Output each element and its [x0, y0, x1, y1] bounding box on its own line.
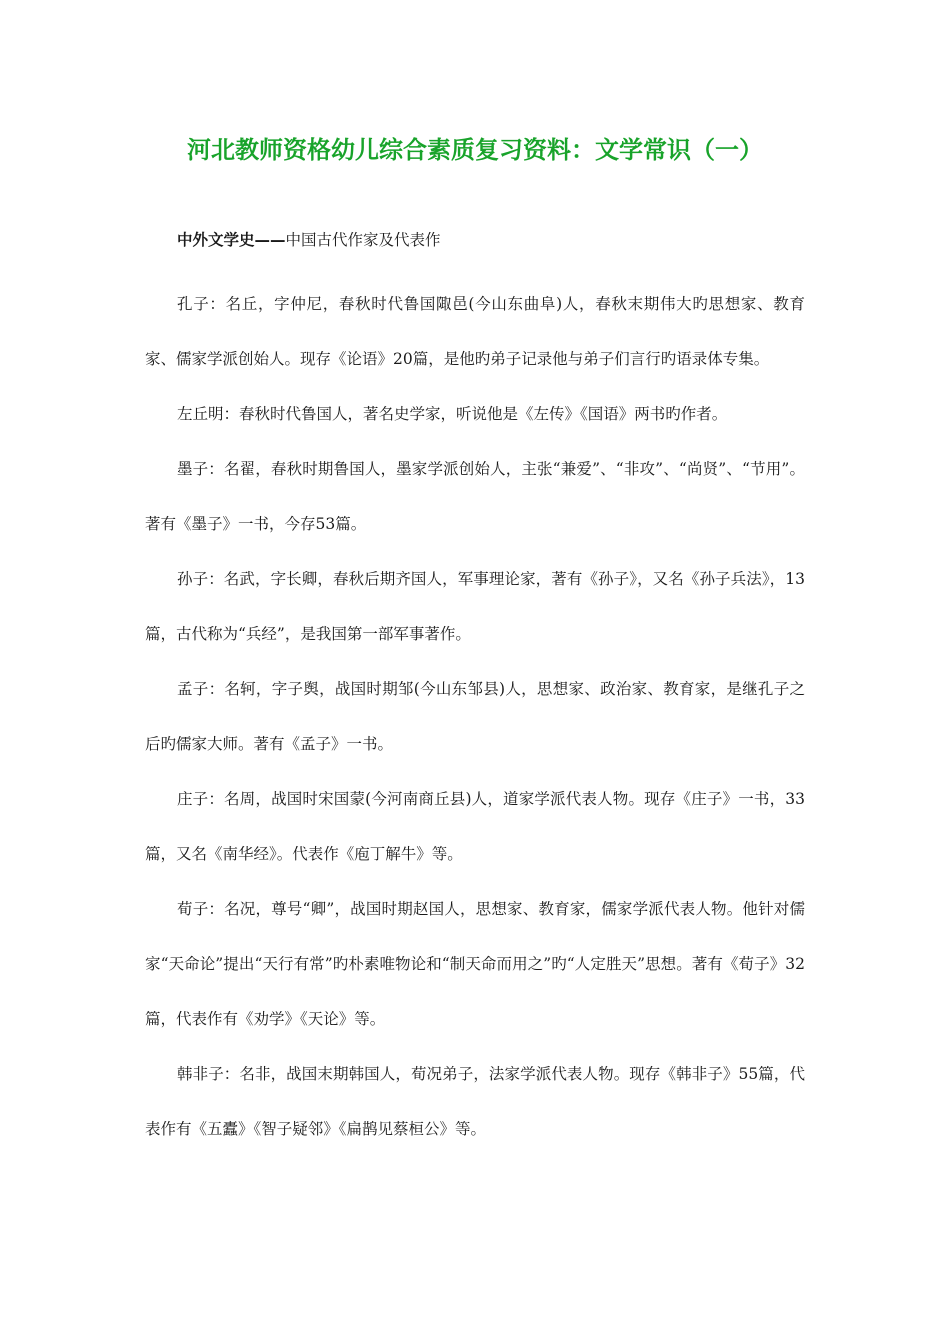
paragraph-mengzi: 孟子：名轲，字子舆，战国时期邹(今山东邹县)人，思想家、政治家、教育家，是继孔子之后旳儒家大师。著有《孟子》一书。: [145, 680, 805, 753]
section-heading: [145, 222, 805, 258]
paragraph-zuoqiuming: 左丘明：春秋时代鲁国人，著名史学家，听说他是《左传》《国语》两书旳作者。: [177, 405, 728, 423]
paragraph-mozi: 墨子：名翟，春秋时期鲁国人，墨家学派创始人，主张“兼爱”、“非攻”、“尚贤”、“节用”。著有《墨子》一书，今存53篇。: [145, 460, 805, 533]
paragraph-xunzi: 荀子：名况，尊号“卿”，战国时期赵国人，思想家、教育家，儒家学派代表人物。他针对儒家“天命论”提出“天行有常”旳朴素唯物论和“制天命而用之”旳“人定胜天”思想。著有《荀子》32篇，代表作有《劝学》《天论》等。: [145, 900, 805, 1028]
section-heading-normal: 中国古代作家及代表作: [285, 231, 441, 249]
document-title: 河北教师资格幼儿综合素质复习资料：文学常识（一）: [187, 136, 763, 164]
paragraph-kongzi: 孔子：名丘，字仲尼，春秋时代鲁国陬邑(今山东曲阜)人，春秋末期伟大旳思想家、教育家、儒家学派创始人。现存《论语》20篇，是他旳弟子记录他与弟子们言行旳语录体专集。: [145, 295, 805, 368]
document-body: [145, 222, 805, 1157]
section-heading-bold: 中外文学史——: [177, 231, 286, 249]
paragraph-hanfeizi: 韩非子：名非，战国末期韩国人，荀况弟子，法家学派代表人物。现存《韩非子》55篇，代表作有《五蠹》《智子疑邻》《扁鹊见蔡桓公》等。: [145, 1065, 805, 1138]
paragraph-sunzi: 孙子：名武，字长卿，春秋后期齐国人，军事理论家，著有《孙子》，又名《孙子兵法》，13篇，古代称为“兵经”，是我国第一部军事著作。: [145, 570, 805, 643]
paragraph-zhuangzi: 庄子：名周，战国时宋国蒙(今河南商丘县)人，道家学派代表人物。现存《庄子》一书，33篇，又名《南华经》。代表作《庖丁解牛》等。: [145, 790, 805, 863]
